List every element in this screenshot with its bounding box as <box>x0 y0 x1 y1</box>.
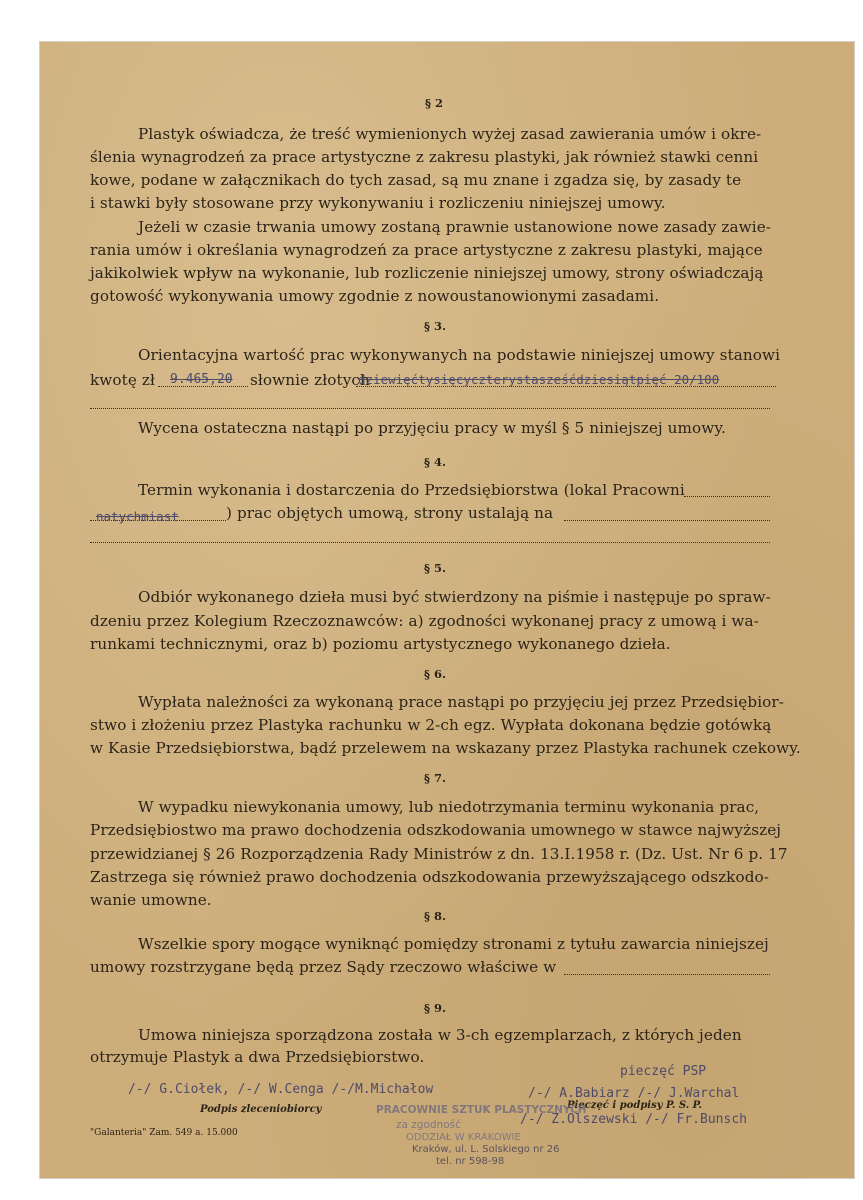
para7-line1: W wypadku niewykonania umowy, lub niedotrzymania terminu wykonania prac, <box>138 798 760 816</box>
amount-continuation-line <box>90 408 770 409</box>
stamp-line-5: tel. nr 598-98 <box>436 1156 505 1167</box>
para6-line1: Wypłata należności za wykonaną prace nastąpi po przyjęciu jej przez Przedsiębior- <box>138 693 785 711</box>
section-7-heading: § 7. <box>424 771 447 785</box>
para5-line3: runkami technicznymi, oraz b) poziomu artystycznego wykonanego dzieła. <box>90 635 671 653</box>
stamp-line-4: Kraków, ul. L. Solskiego nr 26 <box>412 1144 560 1155</box>
para8-line2: umowy rozstrzygane będą przez Sądy rzeczowo właściwe w <box>90 958 557 976</box>
strony-dotted-line <box>564 520 770 521</box>
para3-line3: Wycena ostateczna nastąpi po przyjęciu pracy w myśl § 5 niniejszej umowy. <box>138 419 726 437</box>
kwota-value: 9.465,20 <box>170 372 233 387</box>
section-3-heading: § 3. <box>424 319 447 333</box>
para6-line2: stwo i złożeniu przez Plastyka rachunku w 2-ch egz. Wypłata dokonana będzie gotówką <box>90 716 772 734</box>
para2-line1: Plastyk oświadcza, że treść wymienionych wyżej zasad zawierania umów i okre- <box>138 125 762 143</box>
slownie-label: słownie złotych <box>250 371 370 389</box>
para3-line1: Orientacyjna wartość prac wykonywanych na podstawie niniejszej umowy stanowi <box>138 346 781 364</box>
para9-line1: Umowa niniejsza sporządzona została w 3-ch egzemplarzach, z których jeden <box>138 1026 742 1044</box>
office-stamp <box>376 1094 616 1174</box>
section-9-heading: § 9. <box>424 1001 447 1015</box>
para4-line2: ) prac objętych umową, strony ustalają na <box>226 504 554 522</box>
para2-line2: ślenia wynagrodzeń za prace artystyczne z zakresu plastyki, jak również stawki cenni <box>90 148 759 166</box>
para2b-line2: rania umów i określania wynagrodzeń za prace artystyczne z zakresu plastyki, mające <box>90 241 763 259</box>
sad-dotted-line <box>564 974 770 975</box>
section-2-heading: § 2 <box>425 96 444 110</box>
para4-line1: Termin wykonania i dostarczenia do Przedsiębiorstwa (lokal Pracowni <box>138 481 685 499</box>
para7-line3: przewidzianej § 26 Rozporządzenia Rady Ministrów z dn. 13.I.1958 r. (Dz. Ust. Nr 6 p. 17 <box>90 845 788 863</box>
section-5-heading: § 5. <box>424 561 447 575</box>
right-signatures-typed: /-/ A.Babiarz /-/ J.Warchal <box>528 1086 740 1101</box>
para2b-line4: gotowość wykonywania umowy zgodnie z nowoustanowionymi zasadami. <box>90 287 660 305</box>
para7-line2: Przedsiębiostwo ma prawo dochodzenia odszkodowania umownego w stawce najwyższej <box>90 821 782 839</box>
stamp-line-1: PRACOWNIE SZTUK PLASTYCZNYCH <box>376 1104 587 1116</box>
para5-line1: Odbiór wykonanego dzieła musi być stwierdzony na piśmie i następuje po spraw- <box>138 588 771 606</box>
pracowni-dotted-line <box>684 496 770 497</box>
para2-line4: i stawki były stosowane przy wykonywaniu i rozliczeniu niniejszej umowy. <box>90 194 666 212</box>
para2-line3: kowe, podane w załącznikach do tych zasad, są mu znane i zgadza się, by zasady te <box>90 171 742 189</box>
left-signatures-typed: /-/ G.Ciołek, /-/ W.Cenga /-/M.Michałow <box>128 1082 434 1097</box>
para7-line4: Zastrzega się również prawo dochodzenia odszkodowania przewyższającego odszkodo- <box>90 868 770 886</box>
right-caption: Pieczęć i podpisy P. S. P. <box>567 1100 703 1111</box>
stamp-line-3: ODDZIAŁ W KRAKOWIE <box>406 1132 521 1143</box>
left-caption: Podpis zleceniobiorcy <box>200 1104 322 1115</box>
slownie-value: dziewięćtysięcyczterystasześćdziesiątpięć 20/100 <box>358 372 720 387</box>
pieczec-psp-label: pieczęć PSP <box>620 1064 707 1079</box>
section-8-heading: § 8. <box>424 909 447 923</box>
printer-note: "Galanteria" Zam. 549 a. 15.000 <box>90 1128 238 1138</box>
stamp-line-2: za zgodność <box>396 1119 461 1131</box>
para4-continuation-line <box>90 542 770 543</box>
left-margin <box>0 0 40 1200</box>
para9-line2: otrzymuje Plastyk a dwa Przedsiębiorstwo. <box>90 1048 425 1066</box>
para6-line3: w Kasie Przedsiębiorstwa, bądź przelewem na wskazany przez Plastyka rachunek czekowy. <box>90 739 801 757</box>
para8-line1: Wszelkie spory mogące wyniknąć pomiędzy stronami z tytułu zawarcia niniejszej <box>138 935 769 953</box>
para5-line2: dzeniu przez Kolegium Rzeczoznawców: a) zgodności wykonanej pracy z umową i wa- <box>90 612 759 630</box>
section-4-heading: § 4. <box>424 455 447 469</box>
termin-value: natychmiast <box>96 509 179 524</box>
section-6-heading: § 6. <box>424 667 447 681</box>
right-signatures-typed-2: /-/ Z.Olszewski /-/ Fr.Bunsch <box>520 1112 747 1127</box>
para2b-line1: Jeżeli w czasie trwania umowy zostaną prawnie ustanowione nowe zasady zawie- <box>138 218 772 236</box>
document-page <box>40 42 854 1178</box>
kwota-label: kwotę zł <box>90 371 155 389</box>
para2b-line3: jakikolwiek wpływ na wykonanie, lub rozliczenie niniejszej umowy, strony oświadczają <box>90 264 764 282</box>
para7-line5: wanie umowne. <box>90 891 212 909</box>
